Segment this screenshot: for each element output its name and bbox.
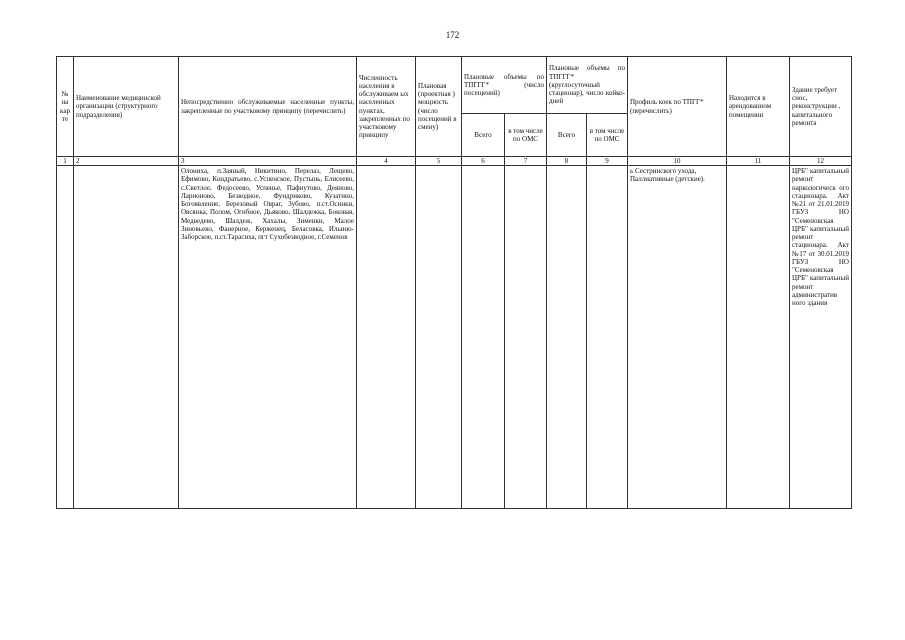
cell-capacity (416, 166, 462, 509)
cell-settlements: Олониха, п.Заяный, Никитино, Перелаз, Лещево, Ефимово, Кондратьево, с.Успенское, Пустынь, Елисеево, с.Светлое, Федосеево, Успенье, Пафнутово, Деяново, Ларионово, Безводное, Фундриково, Кузатино, Богоявление, Березовый Овраг, Зубово, п.ст.Осинки, Овсянка, Полом, Огибное, Дьяково, Шалдежка, Боковая, Медведево, Шалдеж, Хахалы, Зименки, Малое Зиновьево, Фанерное, Керженец, Беласовка, Ильино- Заборское, п.ст.Тарасиха, пгт Сухобезводное, г.Семенов (179, 166, 357, 509)
header-beds-oms: в том числе по ОМС (587, 114, 628, 157)
page-number: 172 (445, 30, 460, 40)
facilities-table (56, 56, 852, 509)
cell-number (57, 166, 74, 509)
header-col-organization: Наименование медицинской организации (структурного подразделения) (74, 57, 179, 157)
header-col-settlements: Непосредственно обслуживаемые населенные пункты, закрепленные по участковому принципу (перечислить) (179, 57, 357, 157)
header-col-number: № на кар те (57, 57, 74, 157)
column-number: 12 (790, 157, 852, 166)
cell-bed-profile: ь Сестринского ухода, Паллиативные (детские). (628, 166, 727, 509)
column-number-row (57, 157, 852, 166)
cell-repair: ЦРБ" капитальный ремонт наркологическ ого стационара. Акт №21 от 21.01.2019 ГБУЗ НО "Семеновская ЦРБ" капитальный ремонт стационара. Акт №17 от 30.01.2019 ГБУЗ НО "Семеновская ЦРБ" капитальный ремонт административ ного здания (790, 166, 852, 509)
column-number: 4 (357, 157, 416, 166)
table-row (57, 166, 852, 509)
column-number: 6 (462, 157, 505, 166)
header-row-top (57, 57, 852, 114)
header-visits-oms: в том числе по ОМС (505, 114, 547, 157)
header-visits-total: Всего (462, 114, 505, 157)
header-beds-total: Всего (547, 114, 587, 157)
column-number: 1 (57, 157, 74, 166)
header-col-repair: Здание требует снос, реконструкции , капитального ремонта (790, 57, 852, 157)
column-number: 11 (727, 157, 790, 166)
column-number: 3 (179, 157, 357, 166)
header-group-visits: Плановые объемы по ТПГГГ* (число посещений) (462, 57, 547, 114)
cell-visits-total (462, 166, 505, 509)
column-number: 5 (416, 157, 462, 166)
header-col-bed-profile: Профиль коек по ТПГГ* (перечислить) (628, 57, 727, 157)
column-number: 9 (587, 157, 628, 166)
header-col-capacity: Плановая (проектная ) мощность (число посещений в смену) (416, 57, 462, 157)
cell-visits-oms (505, 166, 547, 509)
column-number: 2 (74, 157, 179, 166)
cell-beds-oms (587, 166, 628, 509)
column-number: 8 (547, 157, 587, 166)
column-number: 10 (628, 157, 727, 166)
header-col-rented: Находится в арендованном помещении (727, 57, 790, 157)
header-group-beds: Плановые объемы по ТПГГГ* (круглосуточный стационар), число койко-дней (547, 57, 628, 114)
cell-beds-total (547, 166, 587, 509)
cell-rented (727, 166, 790, 509)
cell-population (357, 166, 416, 509)
header-col-population: Численность населения в обслуживаем ых населенных пунктах, закрепленных по участковому принципу (357, 57, 416, 157)
column-number: 7 (505, 157, 547, 166)
cell-organization (74, 166, 179, 509)
